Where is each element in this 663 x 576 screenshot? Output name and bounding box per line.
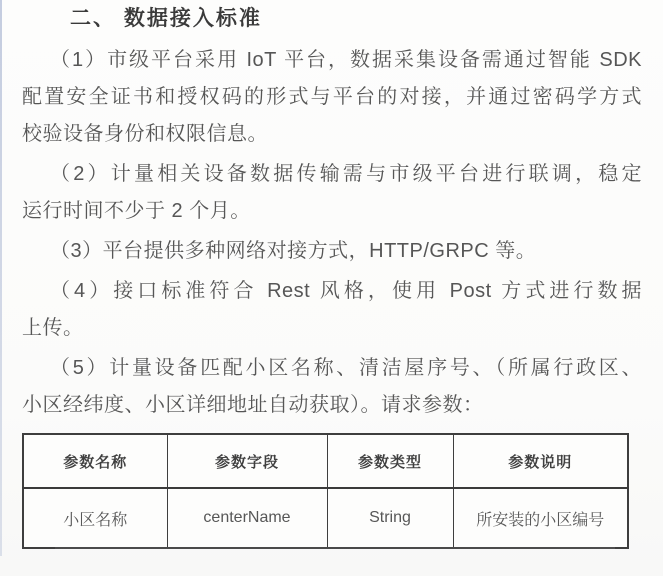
paragraph-4-line-2: 上传。 [22,317,84,339]
paragraph-1 [22,42,642,153]
paragraph-2-line-2: 运行时间不少于 2 个月。 [22,200,251,222]
paragraph-3-line-1: （3）平台提供多种网络对接方式，HTTP/GRPC 等。 [50,240,537,262]
table-header-row [23,434,628,488]
table-header-param-name: 参数名称 [23,434,167,488]
paragraph-5-line-2: 小区经纬度、小区详细地址自动获取）。请求参数： [22,394,484,416]
scan-streak-artifact [55,547,615,549]
table-header-param-type: 参数类型 [327,434,453,488]
table-header-param-field: 参数字段 [167,434,327,488]
paragraph-3 [22,233,642,270]
paragraph-1-line-1: （1）市级平台采用 IoT 平台，数据采集设备需通过智能 SDK [50,49,642,71]
paragraph-4-line-1: （4）接口标准符合 Rest 风格，使用 Post 方式进行数据 [50,280,642,302]
paragraph-1-line-2: 配置安全证书和授权码的形式与平台的对接，并通过密码学方式 [22,86,642,108]
paragraph-5 [22,350,642,424]
table-cell-param-desc: 所安装的小区编号 [453,488,628,548]
table-header-param-desc: 参数说明 [453,434,628,488]
scan-edge-artifact [0,0,2,556]
table-cell-param-name: 小区名称 [23,488,167,548]
paragraph-4 [22,273,642,347]
table-row [23,488,628,548]
paragraph-5-line-1: （5）计量设备匹配小区名称、清洁屋序号、（所属行政区、 [50,357,642,379]
request-params-table [22,433,629,549]
table-cell-param-type: String [327,488,453,548]
paragraph-2 [22,156,642,230]
table-cell-param-field: centerName [167,488,327,548]
document-content [22,6,642,549]
section-heading: 二、 数据接入标准 [70,7,262,30]
paragraph-2-line-1: （2）计量相关设备数据传输需与市级平台进行联调，稳定 [50,163,642,185]
paragraph-1-line-3: 校验设备身份和权限信息。 [22,123,268,145]
